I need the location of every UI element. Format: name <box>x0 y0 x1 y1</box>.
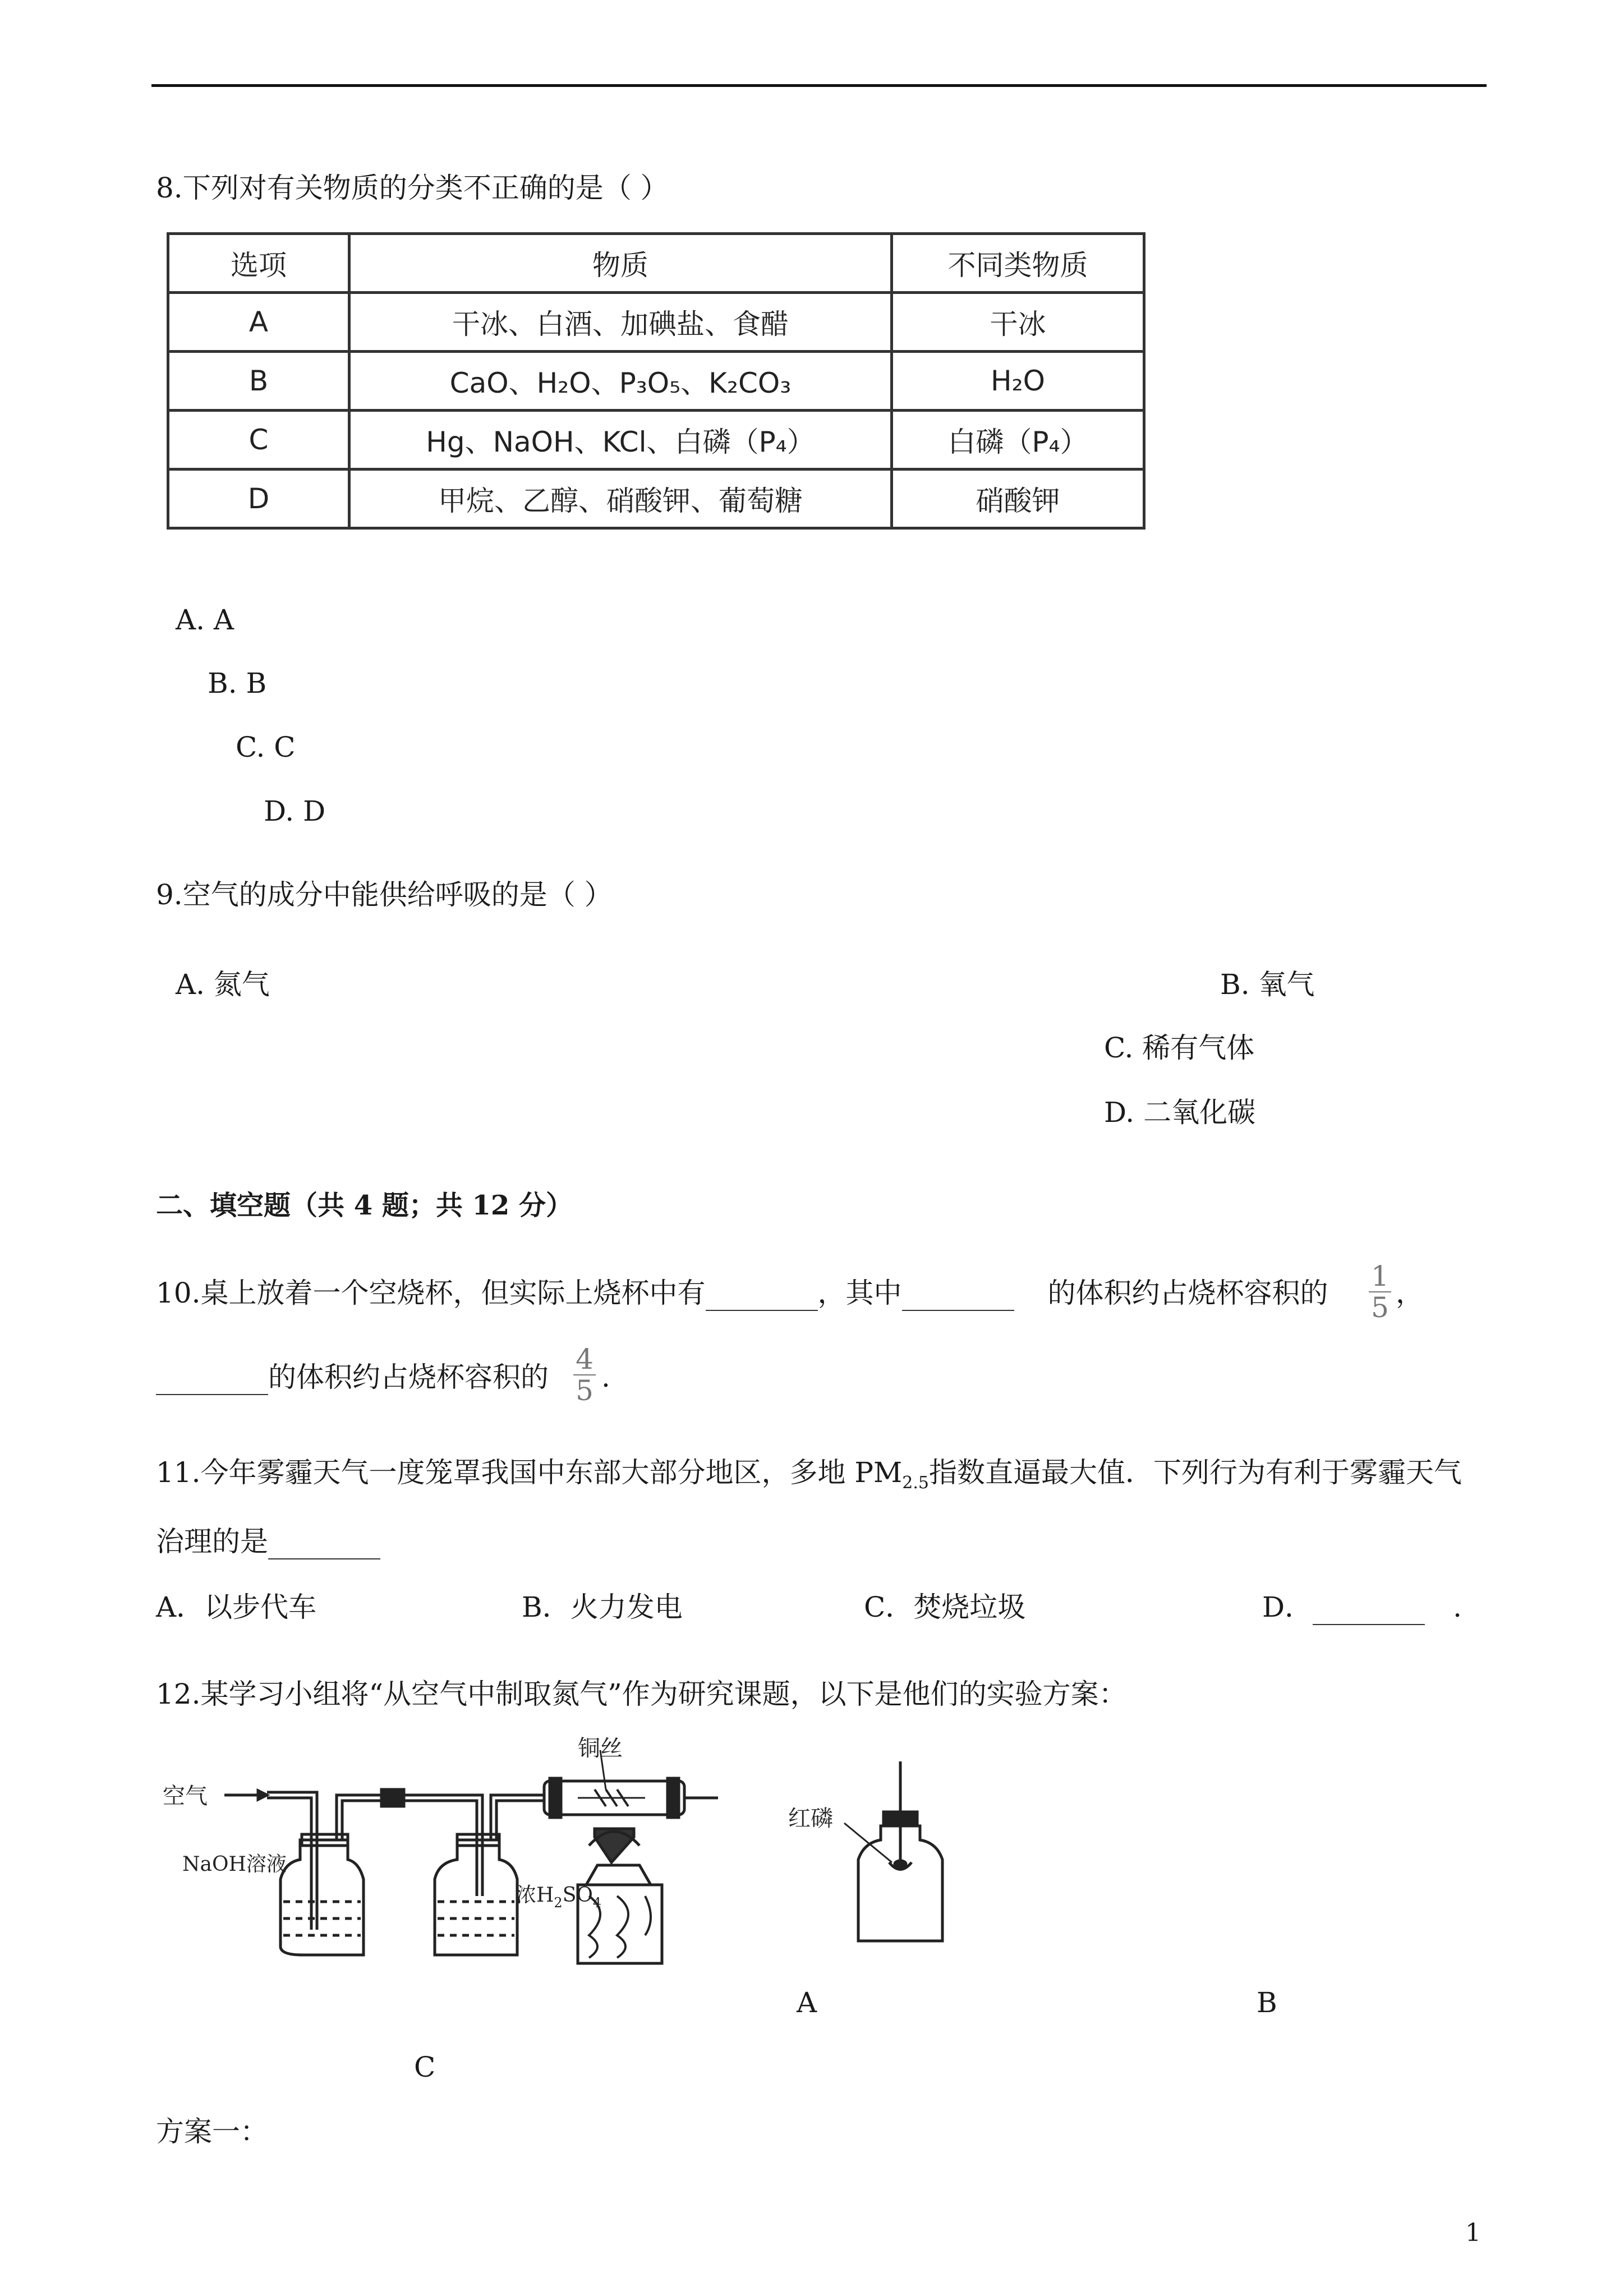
q11-period: . <box>1453 1591 1462 1623</box>
apparatus-figure-a <box>163 1733 752 1980</box>
table-cell: D <box>168 470 349 528</box>
table-cell: 硝酸钾 <box>892 470 1144 528</box>
table-cell: 干冰 <box>892 293 1144 352</box>
table-cell: 白磷（P₄） <box>892 411 1144 470</box>
table-row <box>168 411 1144 470</box>
label-red-phosphorus: 红磷 <box>788 1806 833 1832</box>
table-row <box>168 352 1144 411</box>
q11-blank[interactable] <box>268 1525 380 1559</box>
caption-a: A <box>797 1986 817 2019</box>
q9-option-d[interactable]: D. 二氧化碳 <box>1104 1096 1256 1129</box>
label-h2so4-a: 浓H <box>516 1884 554 1907</box>
q11-text-3: 治理的是 <box>156 1525 268 1558</box>
q11-subscript: 2.5 <box>902 1473 929 1493</box>
q10-blank-1[interactable] <box>706 1276 818 1311</box>
table-cell: 干冰、白酒、加碘盐、食醋 <box>349 293 892 352</box>
label-air: 空气 <box>163 1783 208 1809</box>
q10-blank-2[interactable] <box>902 1276 1014 1311</box>
table-cell: B <box>168 352 349 411</box>
q8-option-c[interactable]: C. C <box>236 731 296 763</box>
q8-stem: 8.下列对有关物质的分类不正确的是（ ） <box>156 172 669 204</box>
label-copper: 铜丝 <box>578 1736 623 1761</box>
q11-option-a[interactable]: A．以步代车 <box>156 1591 317 1623</box>
q10-line2 <box>156 1360 549 1395</box>
q10-period: . <box>601 1361 610 1393</box>
q12-stem: 12.某学习小组将“从空气中制取氮气”作为研究课题，以下是他们的实验方案： <box>156 1678 1127 1710</box>
q11-text-2: 指数直逼最大值．下列行为有利于雾霾天气 <box>928 1456 1462 1489</box>
q10-blank-3[interactable] <box>156 1360 268 1395</box>
section-title: 二、填空题（共 4 题；共 12 分） <box>156 1190 573 1221</box>
label-naoh: NaOH溶液 <box>182 1853 287 1876</box>
table-header-odd-one: 不同类物质 <box>892 234 1144 293</box>
q8-option-d[interactable]: D. D <box>264 795 326 827</box>
q9-option-c[interactable]: C. 稀有气体 <box>1104 1032 1255 1064</box>
caption-c: C <box>414 2051 436 2083</box>
table-cell: A <box>168 293 349 352</box>
table-cell: Hg、NaOH、KCl、白磷（P₄） <box>349 411 892 470</box>
table-cell: H₂O <box>892 352 1144 411</box>
q8-option-b[interactable]: B. B <box>208 667 267 700</box>
table-cell: 甲烷、乙醇、硝酸钾、葡萄糖 <box>349 470 892 528</box>
q8-option-a[interactable]: A. A <box>176 604 234 636</box>
q10-text-3: 的体积约占烧杯容积的 <box>1047 1277 1328 1309</box>
table-header-option: 选项 <box>168 234 349 293</box>
q9-stem: 9.空气的成分中能供给呼吸的是（ ） <box>156 878 613 911</box>
table-cell: C <box>168 411 349 470</box>
q11-text-1: 11.今年雾霾天气一度笼罩我国中东部大部分地区，多地 PM <box>156 1456 903 1489</box>
q11-option-d-wrap <box>1262 1590 1462 1625</box>
q11-option-d[interactable]: D． <box>1262 1591 1313 1623</box>
q10-text-1: 10.桌上放着一个空烧杯，但实际上烧杯中有 <box>156 1277 706 1309</box>
q11-line1 <box>156 1456 1462 1500</box>
label-h2so4-sub2: 4 <box>592 1895 602 1911</box>
q10-text-2: ，其中 <box>817 1277 902 1309</box>
header-rule <box>151 84 1487 87</box>
q10-text-4: 的体积约占烧杯容积的 <box>268 1361 549 1393</box>
caption-b: B <box>1257 1986 1277 2019</box>
q10-comma: ， <box>1396 1277 1424 1309</box>
q11-option-b[interactable]: B．火力发电 <box>522 1591 683 1623</box>
q8-table <box>167 232 1145 530</box>
fraction-numerator: 1 <box>1371 1260 1389 1292</box>
fraction-denominator: 5 <box>576 1374 594 1407</box>
fraction-numerator: 4 <box>576 1343 594 1375</box>
q10-line1 <box>156 1276 1328 1311</box>
q11-option-c[interactable]: C．焚烧垃圾 <box>864 1591 1026 1623</box>
page-number: 1 <box>1465 2219 1481 2247</box>
label-h2so4 <box>516 1884 601 1911</box>
table-cell: CaO、H₂O、P₃O₅、K₂CO₃ <box>349 352 892 411</box>
fraction-denominator: 5 <box>1371 1291 1389 1324</box>
table-row <box>168 470 1144 528</box>
q9-option-b[interactable]: B. 氧气 <box>1220 968 1315 1001</box>
q10-fraction-1 <box>1369 1262 1391 1322</box>
plan-one-label: 方案一： <box>156 2115 268 2148</box>
apparatus-figure-b <box>788 1756 968 1947</box>
q9-option-a[interactable]: A. 氮气 <box>176 968 270 1001</box>
label-h2so4-sub1: 2 <box>554 1895 563 1911</box>
q10-fraction-2 <box>573 1345 596 1405</box>
table-row <box>168 293 1144 352</box>
q11-line2 <box>156 1525 380 1559</box>
table-header-substances: 物质 <box>349 234 892 293</box>
label-h2so4-b: SO <box>562 1884 593 1907</box>
table-header-row <box>168 234 1144 293</box>
q11-option-d-blank[interactable] <box>1313 1590 1425 1625</box>
